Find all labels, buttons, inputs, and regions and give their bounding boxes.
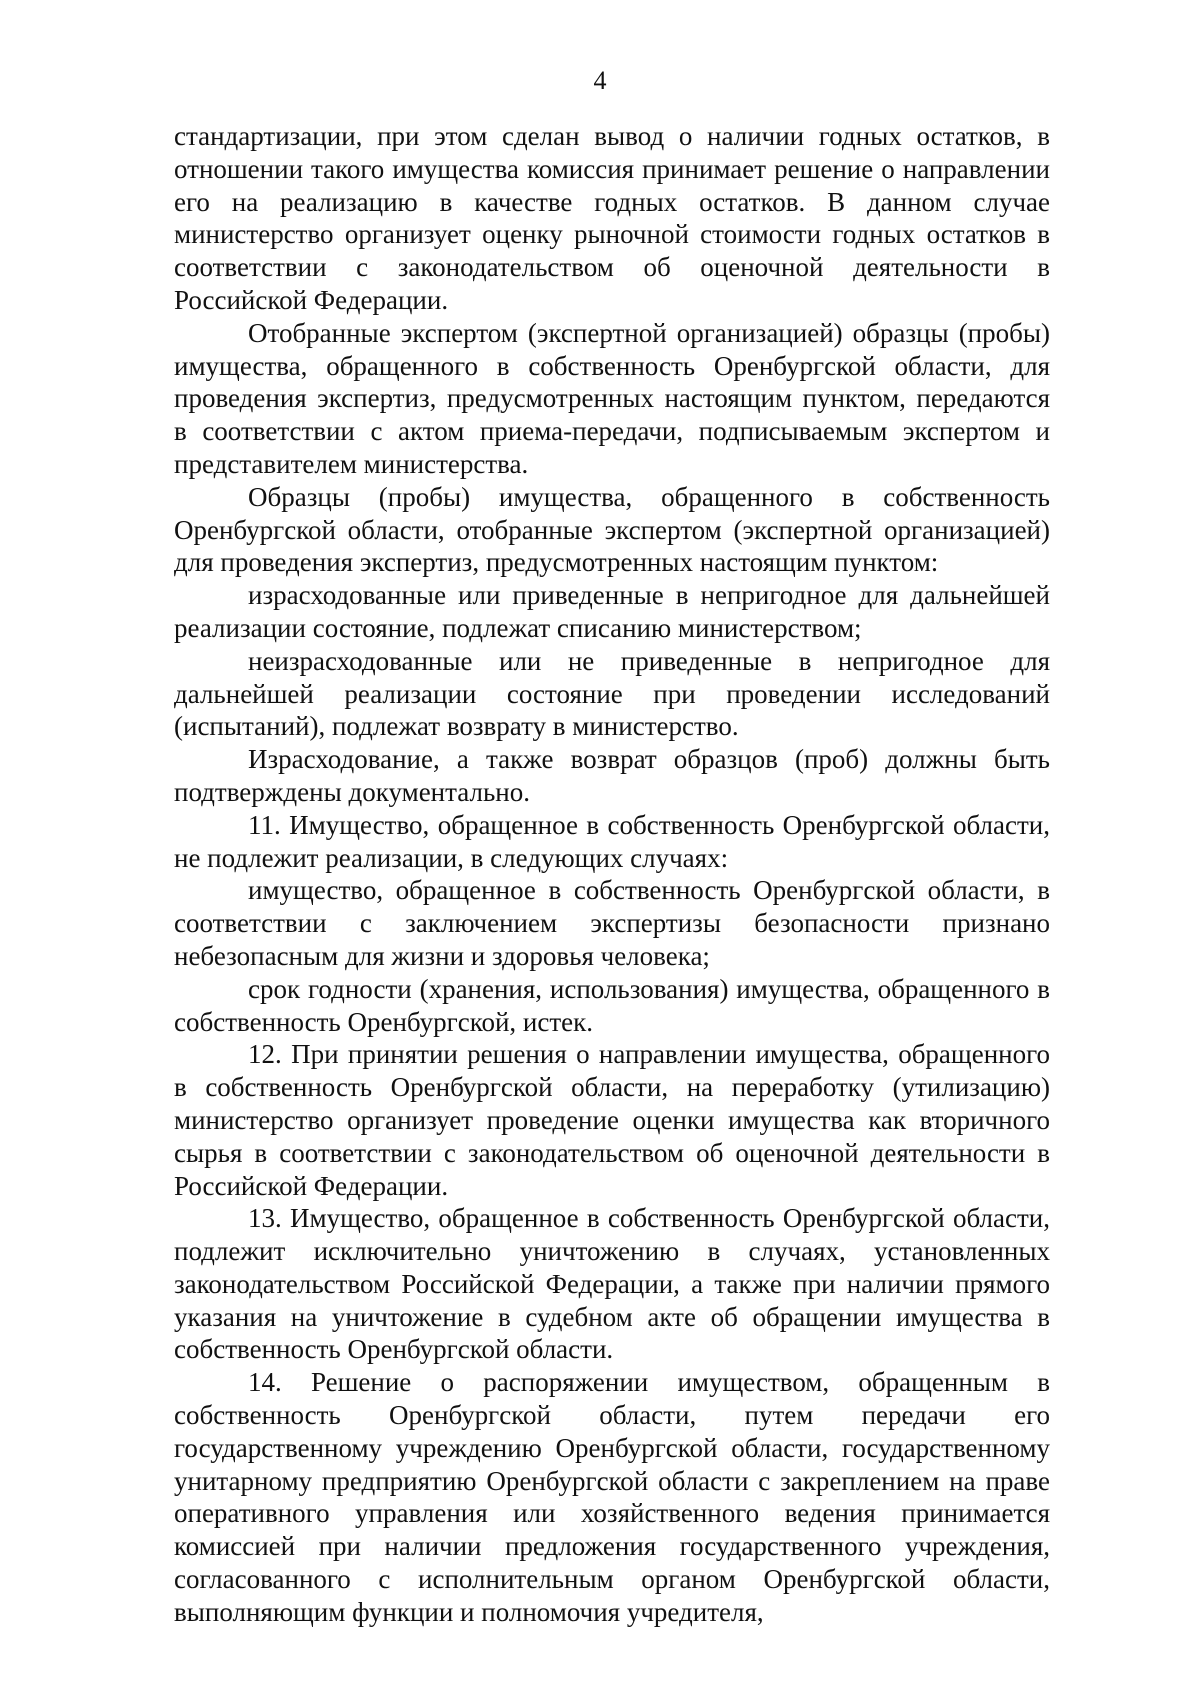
paragraph-item-14: 14. Решение о распоряжении имуществом, обращенным в собственность Оренбургской области, путем передачи его государственному учреждению Оренбургской области, государственному унитарному предприятию Оренбургской области с закреплением на праве оперативного управления или хозяйственного ведения принимается комиссией при наличии предложения государственного учреждения, согласованного с исполнительным органом Оренбургской области, выполняющим функции и полномочия учредителя,: [174, 1367, 1050, 1627]
document-body: [174, 120, 1050, 1629]
paragraph-item-13: 13. Имущество, обращенное в собственность Оренбургской области, подлежит исключительно уничтожению в случаях, установленных законодательством Российской Федерации, а также при наличии прямого указания на уничтожение в судебном акте об обращении имущества в собственность Оренбургской области.: [174, 1203, 1050, 1365]
paragraph-samples-used: израсходованные или приведенные в непригодное для дальнейшей реализации состояние, подлежат списанию министерством;: [174, 580, 1050, 643]
page-number: 4: [593, 66, 607, 95]
paragraph-item-11-unsafe: имущество, обращенное в собственность Оренбургской области, в соответствии с заключением экспертизы безопасности признано небезопасным для жизни и здоровья человека;: [174, 875, 1050, 971]
paragraph-item-11: 11. Имущество, обращенное в собственность Оренбургской области, не подлежит реализации, в следующих случаях:: [174, 809, 1050, 873]
paragraph-samples-unused: неизрасходованные или не приведенные в непригодное для дальнейшей реализации состояние при проведении исследований (испытаний), подлежат возврату в министерство.: [174, 645, 1050, 742]
paragraph-item-11-expired: срок годности (хранения, использования) имущества, обращенного в собственность Оренбургской, истек.: [174, 973, 1050, 1037]
paragraph-item-12: 12. При принятии решения о направлении имущества, обращенного в собственность Оренбургской области, на переработку (утилизацию) министерство организует проведение оценки имущества как вторичного сырья в соответствии с законодательством об оценочной деятельности в Российской Федерации.: [174, 1039, 1050, 1201]
paragraph-samples-intro: Образцы (пробы) имущества, обращенного в собственность Оренбургской области, отобранные экспертом (экспертной организацией) для проведения экспертиз, предусмотренных настоящим пунктом:: [174, 481, 1050, 578]
paragraph-samples-transfer: Отобранные экспертом (экспертной организацией) образцы (пробы) имущества, обращенного в собственность Оренбургской области, для проведения экспертиз, предусмотренных настоящим пунктом, передаются в соответствии с актом приема-передачи, подписываемым экспертом и представителем министерства.: [174, 317, 1050, 479]
paragraph-samples-confirmation: Израсходование, а также возврат образцов (проб) должны быть подтверждены документально.: [174, 744, 1050, 807]
paragraph-continuation: стандартизации, при этом сделан вывод о наличии годных остатков, в отношении такого имущества комиссия принимает решение о направлении его на реализацию в качестве годных остатков. В данном случае министерство организует оценку рыночной стоимости годных остатков в соответствии с законодательством об оценочной деятельности в Российской Федерации.: [174, 121, 1050, 315]
